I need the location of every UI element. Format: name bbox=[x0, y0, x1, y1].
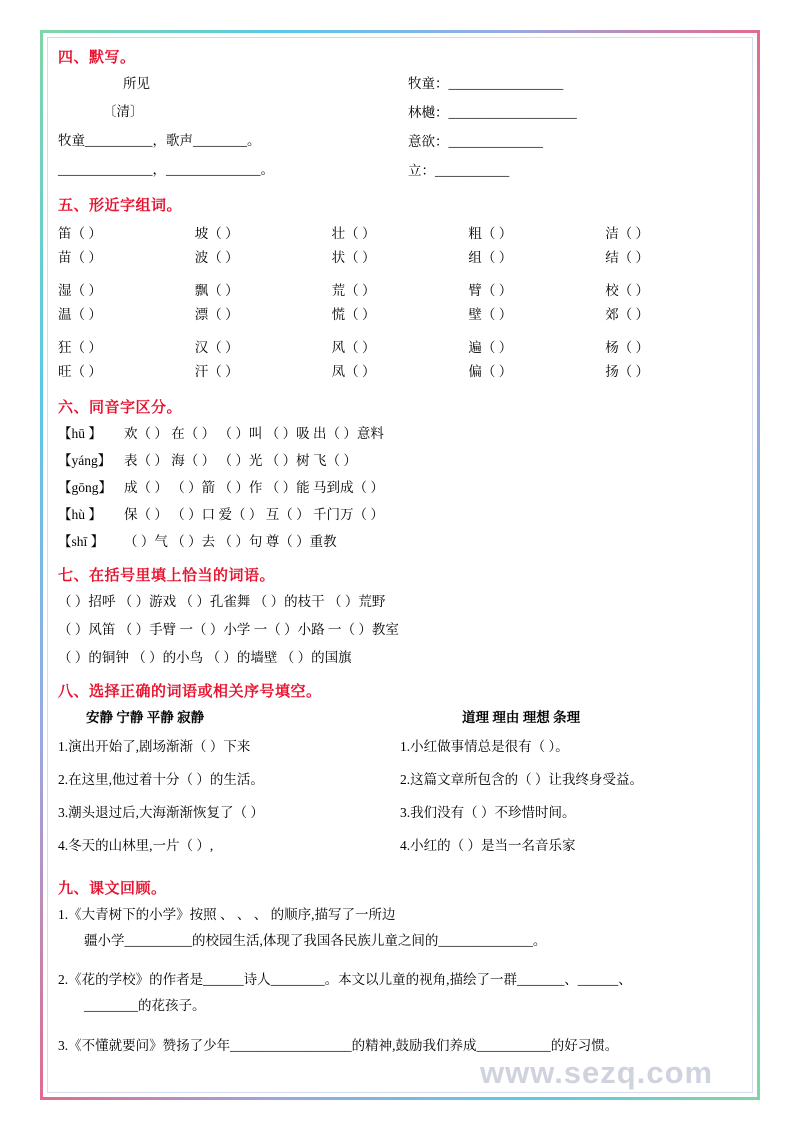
question: 3.潮头退过后,大海渐渐恢复了（ ） bbox=[58, 805, 264, 820]
homophone-row bbox=[58, 476, 742, 496]
section-four-right-column bbox=[408, 72, 738, 188]
word-meaning-4: 立：___________ bbox=[408, 163, 510, 178]
poem-line-2: ______________，______________。 bbox=[58, 162, 274, 177]
cell: 组（ ） bbox=[468, 250, 513, 265]
cell: 笛（ ） bbox=[58, 226, 102, 241]
poem-author: 〔清〕 bbox=[103, 104, 144, 119]
table-spacer bbox=[58, 268, 742, 277]
word-bank-right: 道理 理由 理想 条理 bbox=[462, 710, 581, 725]
table-row bbox=[58, 220, 742, 244]
cell: 扬（ ） bbox=[605, 364, 650, 379]
cell: 慌（ ） bbox=[331, 307, 376, 322]
homophone-row bbox=[58, 422, 742, 442]
cell: 荒（ ） bbox=[331, 283, 376, 298]
word-meaning-1: 牧童：_________________ bbox=[408, 76, 564, 91]
pinyin-label: 【gōng】 bbox=[58, 480, 112, 495]
cell: 杨（ ） bbox=[605, 340, 650, 355]
cell: 遍（ ） bbox=[468, 340, 513, 355]
cell: 郊（ ） bbox=[605, 307, 650, 322]
section-eight-left-column bbox=[58, 706, 400, 867]
poem-line-1: 牧童__________，歌声________。 bbox=[58, 133, 261, 148]
border-gradient-right bbox=[757, 30, 760, 1100]
fill-phrase-row: （ ）的铜钟 （ ）的小鸟 （ ）的墙壁 （ ）的国旗 bbox=[58, 650, 352, 665]
cell: 坡（ ） bbox=[194, 226, 239, 241]
watermark: www.sezq.com bbox=[480, 1055, 714, 1090]
poem-title: 所见 bbox=[123, 76, 150, 91]
homophone-row bbox=[58, 503, 742, 523]
recall-question-2-cont: ________的花孩子。 bbox=[84, 997, 206, 1013]
recall-question-2: 2.《花的学校》的作者是______诗人________。本文以儿童的视角,描绘了一群_______、______、 bbox=[58, 972, 632, 988]
pinyin-label: 【shī 】 bbox=[58, 534, 105, 549]
section-nine-title: 九、课文回顾。 bbox=[58, 881, 167, 897]
question: 3.我们没有（ ）不珍惜时间。 bbox=[400, 805, 576, 820]
recall-question-1: 1.《大青树下的小学》按照 、 、 、 的顺序,描写了一所边 bbox=[58, 907, 396, 922]
section-four-left-column bbox=[58, 72, 398, 187]
pinyin-label: 【yáng】 bbox=[58, 453, 112, 468]
cell: 湿（ ） bbox=[58, 283, 102, 298]
section-nine bbox=[58, 877, 742, 1057]
worksheet-page bbox=[40, 30, 760, 1100]
cell: 波（ ） bbox=[194, 250, 239, 265]
border-gradient-top bbox=[40, 30, 760, 33]
section-eight-right-column bbox=[400, 706, 742, 867]
cell: 风（ ） bbox=[331, 340, 376, 355]
fill-phrase-row: （ ）招呼 （ ）游戏 （ ）孔雀舞 （ ）的枝干 （ ）荒野 bbox=[58, 594, 386, 609]
cell: 臂（ ） bbox=[468, 283, 513, 298]
homophone-items: 成（ ） （ ）箭 （ ）作 （ ）能 马到成（ ） bbox=[124, 480, 384, 495]
word-bank-left: 安静 宁静 平静 寂静 bbox=[86, 710, 205, 725]
cell: 狂（ ） bbox=[58, 340, 102, 355]
homophone-items: 保（ ） （ ）口 爱（ ） 互（ ） 千门万（ ） bbox=[124, 507, 384, 522]
cell: 凤（ ） bbox=[331, 364, 376, 379]
recall-question-1-cont: 疆小学__________的校园生活,体现了我国各民族儿童之间的______________。 bbox=[84, 932, 547, 948]
section-six bbox=[58, 396, 742, 550]
homophone-items: （ ）气 （ ）去 （ ）句 尊（ ）重教 bbox=[124, 534, 337, 549]
pinyin-label: 【hū 】 bbox=[58, 426, 102, 441]
word-meaning-3: 意欲：______________ bbox=[408, 134, 543, 149]
cell: 壮（ ） bbox=[331, 226, 376, 241]
table-row bbox=[58, 277, 742, 301]
cell: 洁（ ） bbox=[605, 226, 650, 241]
word-meaning-2: 林樾：___________________ bbox=[408, 105, 577, 120]
worksheet-content bbox=[58, 46, 742, 1068]
fill-phrase-row: （ ）风笛 （ ）手臂 一（ ）小学 一（ ）小路 一（ ）教室 bbox=[58, 622, 399, 637]
table-row bbox=[58, 301, 742, 325]
homophone-items: 欢（ ） 在（ ） （ ）叫 （ ）吸 出（ ）意料 bbox=[124, 426, 384, 441]
cell: 旺（ ） bbox=[58, 364, 102, 379]
cell: 偏（ ） bbox=[468, 364, 513, 379]
section-eight-title: 八、选择正确的词语或相关序号填空。 bbox=[58, 684, 322, 700]
cell: 壁（ ） bbox=[468, 307, 513, 322]
border-gradient-bottom bbox=[40, 1097, 760, 1100]
section-five bbox=[58, 194, 742, 382]
section-seven-title: 七、在括号里填上恰当的词语。 bbox=[58, 568, 276, 584]
cell: 汗（ ） bbox=[194, 364, 239, 379]
homophone-row bbox=[58, 449, 742, 469]
homophone-row bbox=[58, 530, 742, 550]
table-row bbox=[58, 358, 742, 382]
question: 1.小红做事情总是很有（ ）。 bbox=[400, 739, 569, 754]
question: 2.这篇文章所包含的（ ）让我终身受益。 bbox=[400, 772, 643, 787]
recall-question-3: 3.《不懂就要问》赞扬了少年__________________的精神,鼓励我们养成___________的好习惯。 bbox=[58, 1037, 619, 1053]
border-gradient-left bbox=[40, 30, 43, 1100]
pinyin-label: 【hù 】 bbox=[58, 507, 102, 522]
question: 2.在这里,他过着十分（ ）的生活。 bbox=[58, 772, 264, 787]
section-eight-columns bbox=[58, 706, 742, 867]
cell: 结（ ） bbox=[605, 250, 650, 265]
cell: 状（ ） bbox=[331, 250, 376, 265]
cell: 粗（ ） bbox=[468, 226, 513, 241]
question: 1.演出开始了,剧场渐渐（ ）下来 bbox=[58, 739, 251, 754]
section-eight bbox=[58, 680, 742, 867]
cell: 温（ ） bbox=[58, 307, 102, 322]
table-spacer bbox=[58, 325, 742, 334]
section-five-title: 五、形近字组词。 bbox=[58, 198, 183, 214]
homophone-items: 表（ ） 海（ ） （ ）光 （ ）树 飞（ ） bbox=[124, 453, 357, 468]
table-row bbox=[58, 334, 742, 358]
similar-characters-table bbox=[58, 220, 742, 382]
question: 4.冬天的山林里,一片（ ）, bbox=[58, 838, 214, 853]
section-four-title: 四、默写。 bbox=[58, 50, 136, 66]
section-four bbox=[58, 46, 742, 184]
cell: 飘（ ） bbox=[194, 283, 239, 298]
cell: 汉（ ） bbox=[194, 340, 239, 355]
cell: 苗（ ） bbox=[58, 250, 102, 265]
question: 4.小红的（ ）是当一名音乐家 bbox=[400, 838, 576, 853]
cell: 校（ ） bbox=[605, 283, 650, 298]
section-six-title: 六、同音字区分。 bbox=[58, 400, 183, 416]
cell: 漂（ ） bbox=[194, 307, 239, 322]
table-row bbox=[58, 244, 742, 268]
section-four-body bbox=[58, 72, 742, 184]
section-seven bbox=[58, 564, 742, 666]
